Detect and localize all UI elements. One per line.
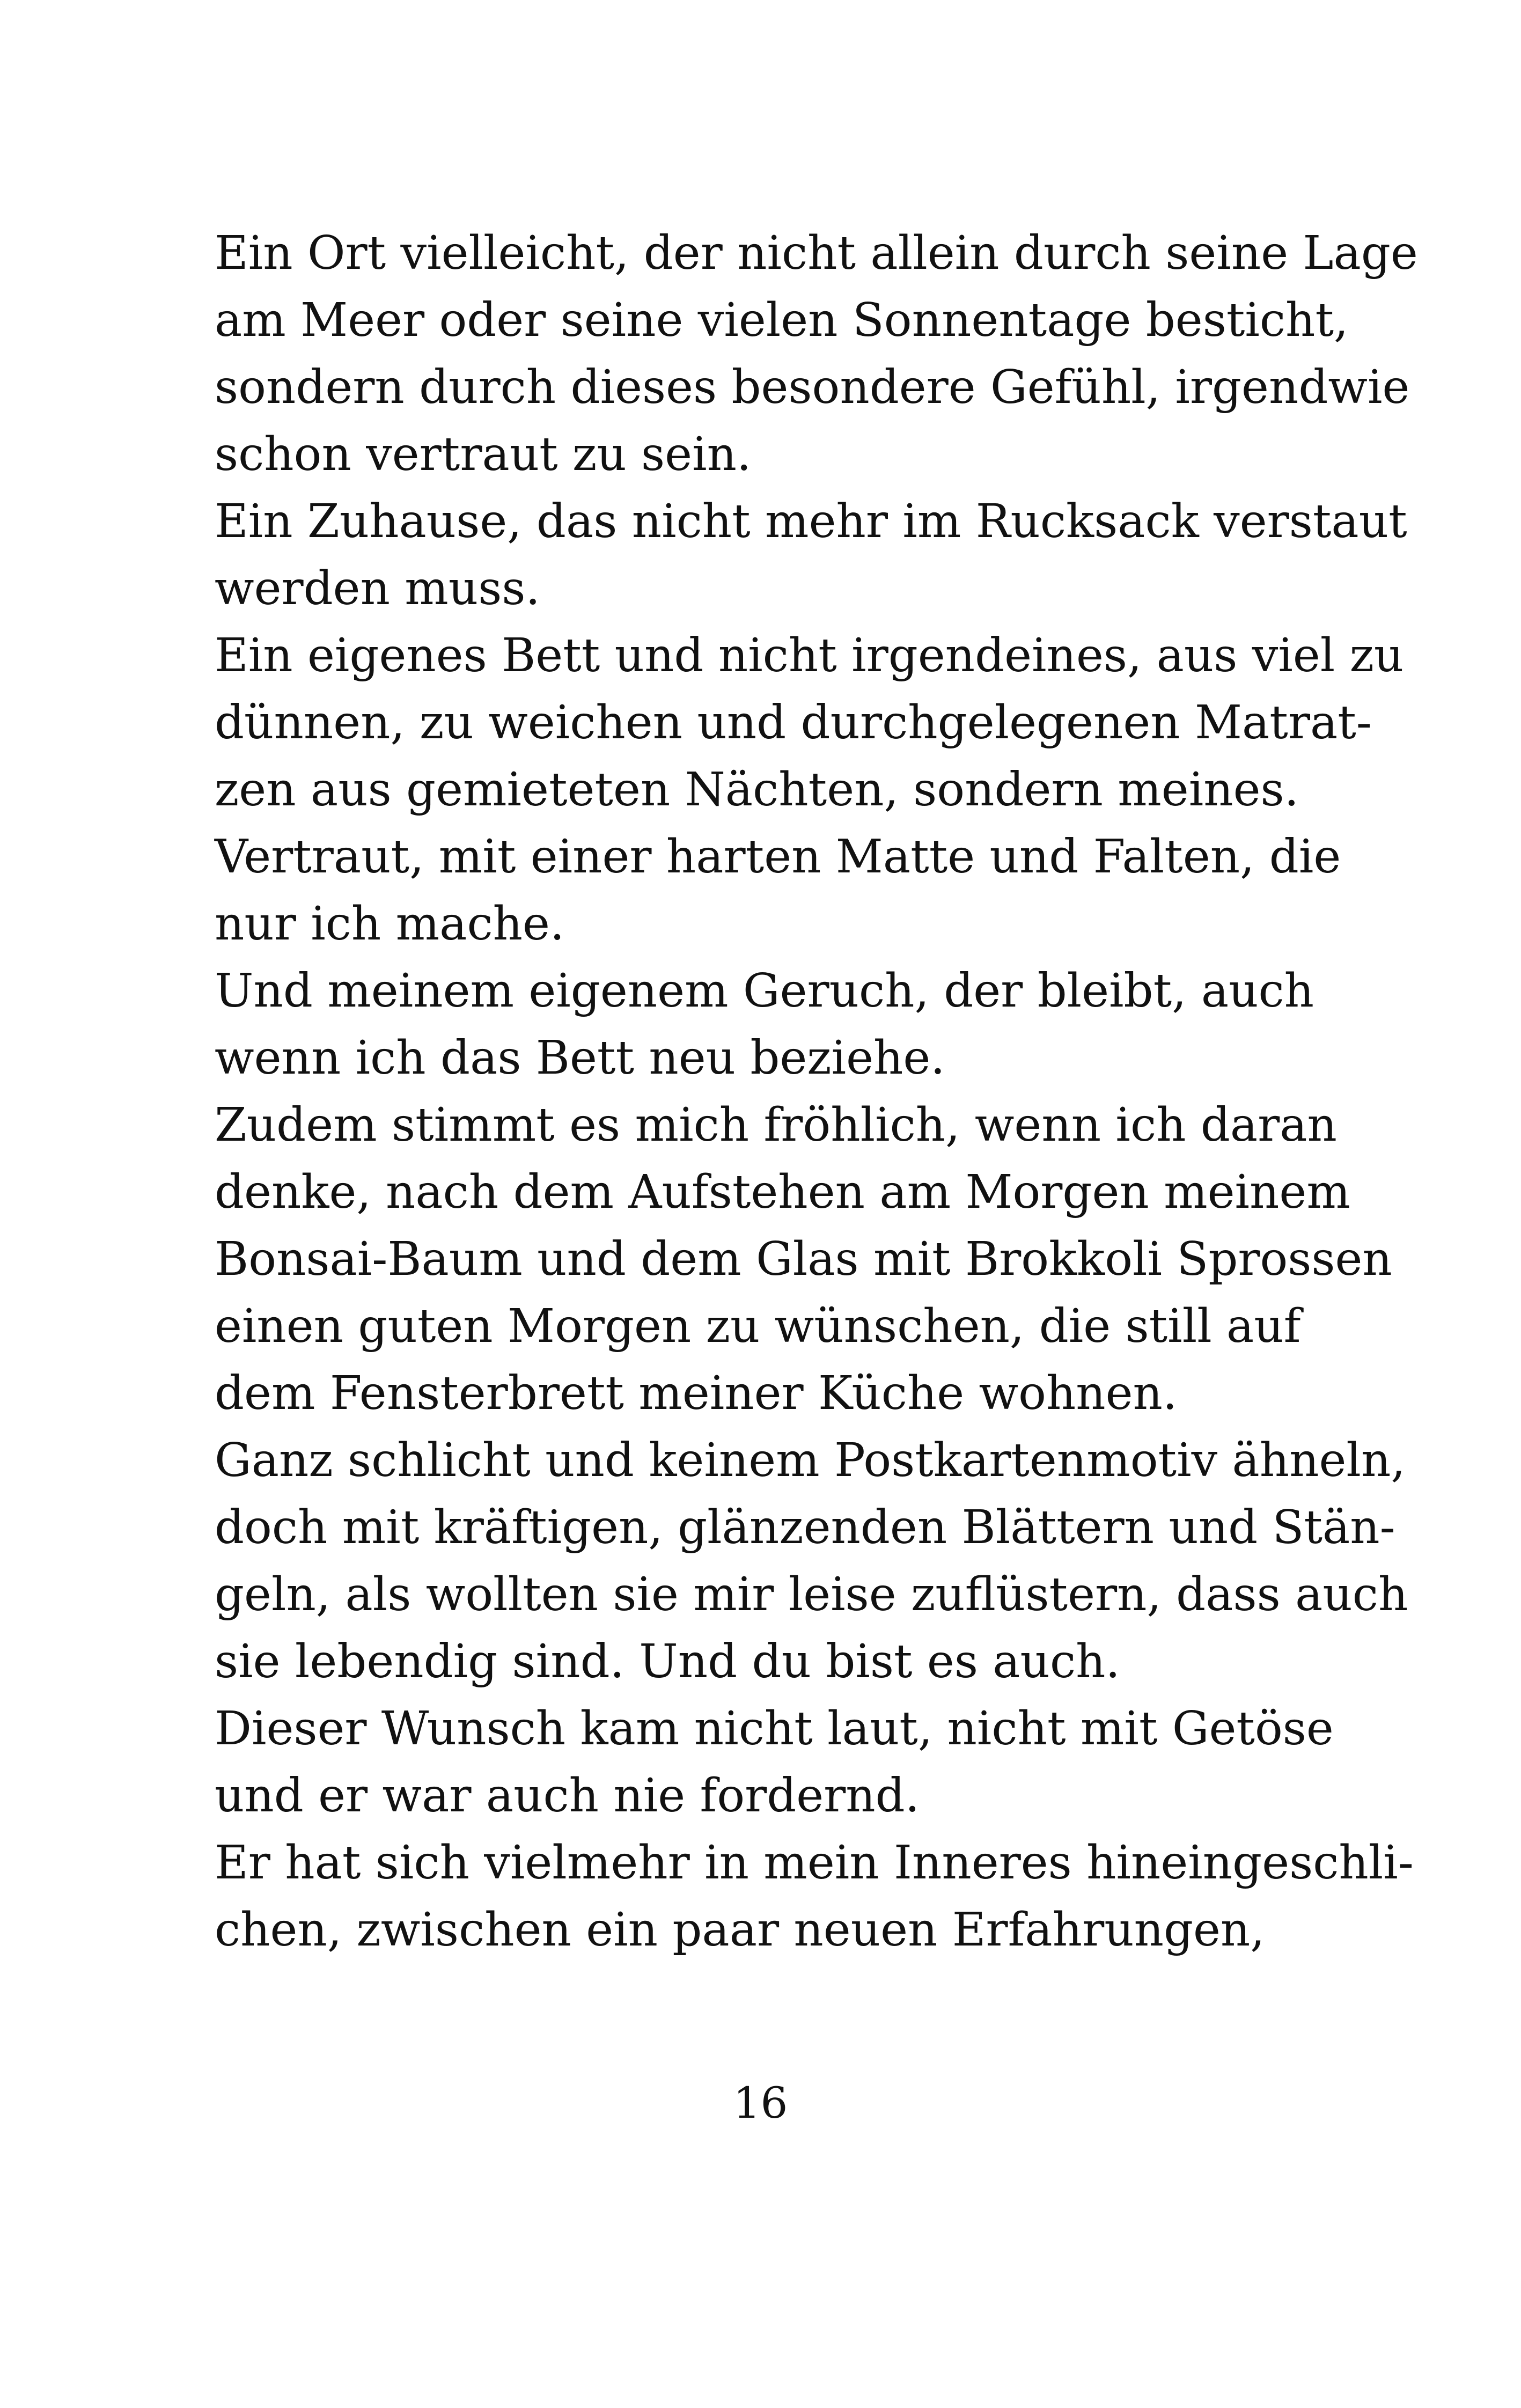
body-text [215,220,1418,1964]
text-line-4: schon vertraut zu sein. [215,428,752,481]
text-line-15: denke, nach dem Aufstehen am Morgen meinem [215,1165,1350,1219]
text-line-8: dünnen, zu weichen und durchgelegenen Matrat- [215,696,1372,750]
text-line-7: Ein eigenes Bett und nicht irgendeines, aus viel zu [215,629,1404,682]
text-line-6: werden muss. [215,562,540,615]
text-line-24: und er war auch nie fordernd. [215,1769,920,1823]
text-line-19: Ganz schlicht und keinem Postkartenmotiv ähneln, [215,1434,1406,1487]
text-line-5: Ein Zuhause, das nicht mehr im Rucksack verstaut [215,495,1407,548]
text-line-9: zen aus gemieteten Nächten, sondern meines. [215,763,1299,817]
text-line-13: wenn ich das Bett neu beziehe. [215,1031,945,1085]
text-line-11: nur ich mache. [215,897,565,951]
text-line-14: Zudem stimmt es mich fröhlich, wenn ich daran [215,1098,1337,1152]
text-line-10: Vertraut, mit einer harten Matte und Falten, die [215,830,1341,884]
text-line-23: Dieser Wunsch kam nicht laut, nicht mit Getöse [215,1702,1334,1756]
text-line-16: Bonsai-Baum und dem Glas mit Brokkoli Sprossen [215,1232,1392,1286]
text-line-20: doch mit kräftigen, glänzenden Blättern und Stän- [215,1501,1395,1554]
text-line-2: am Meer oder seine vielen Sonnentage besticht, [215,293,1349,347]
text-line-25: Er hat sich vielmehr in mein Inneres hineingeschli- [215,1836,1414,1890]
text-line-12: Und meinem eigenem Geruch, der bleibt, auch [215,964,1314,1018]
text-line-1: Ein Ort vielleicht, der nicht allein durch seine Lage [215,226,1418,280]
text-line-22: sie lebendig sind. Und du bist es auch. [215,1635,1120,1688]
page-number: 16 [733,2078,788,2128]
text-line-3: sondern durch dieses besondere Gefühl, irgendwie [215,361,1410,414]
text-line-18: dem Fensterbrett meiner Küche wohnen. [215,1367,1178,1420]
text-line-21: geln, als wollten sie mir leise zuflüstern, dass auch [215,1568,1408,1621]
text-line-17: einen guten Morgen zu wünschen, die still auf [215,1300,1301,1353]
text-line-26: chen, zwischen ein paar neuen Erfahrungen, [215,1903,1265,1957]
